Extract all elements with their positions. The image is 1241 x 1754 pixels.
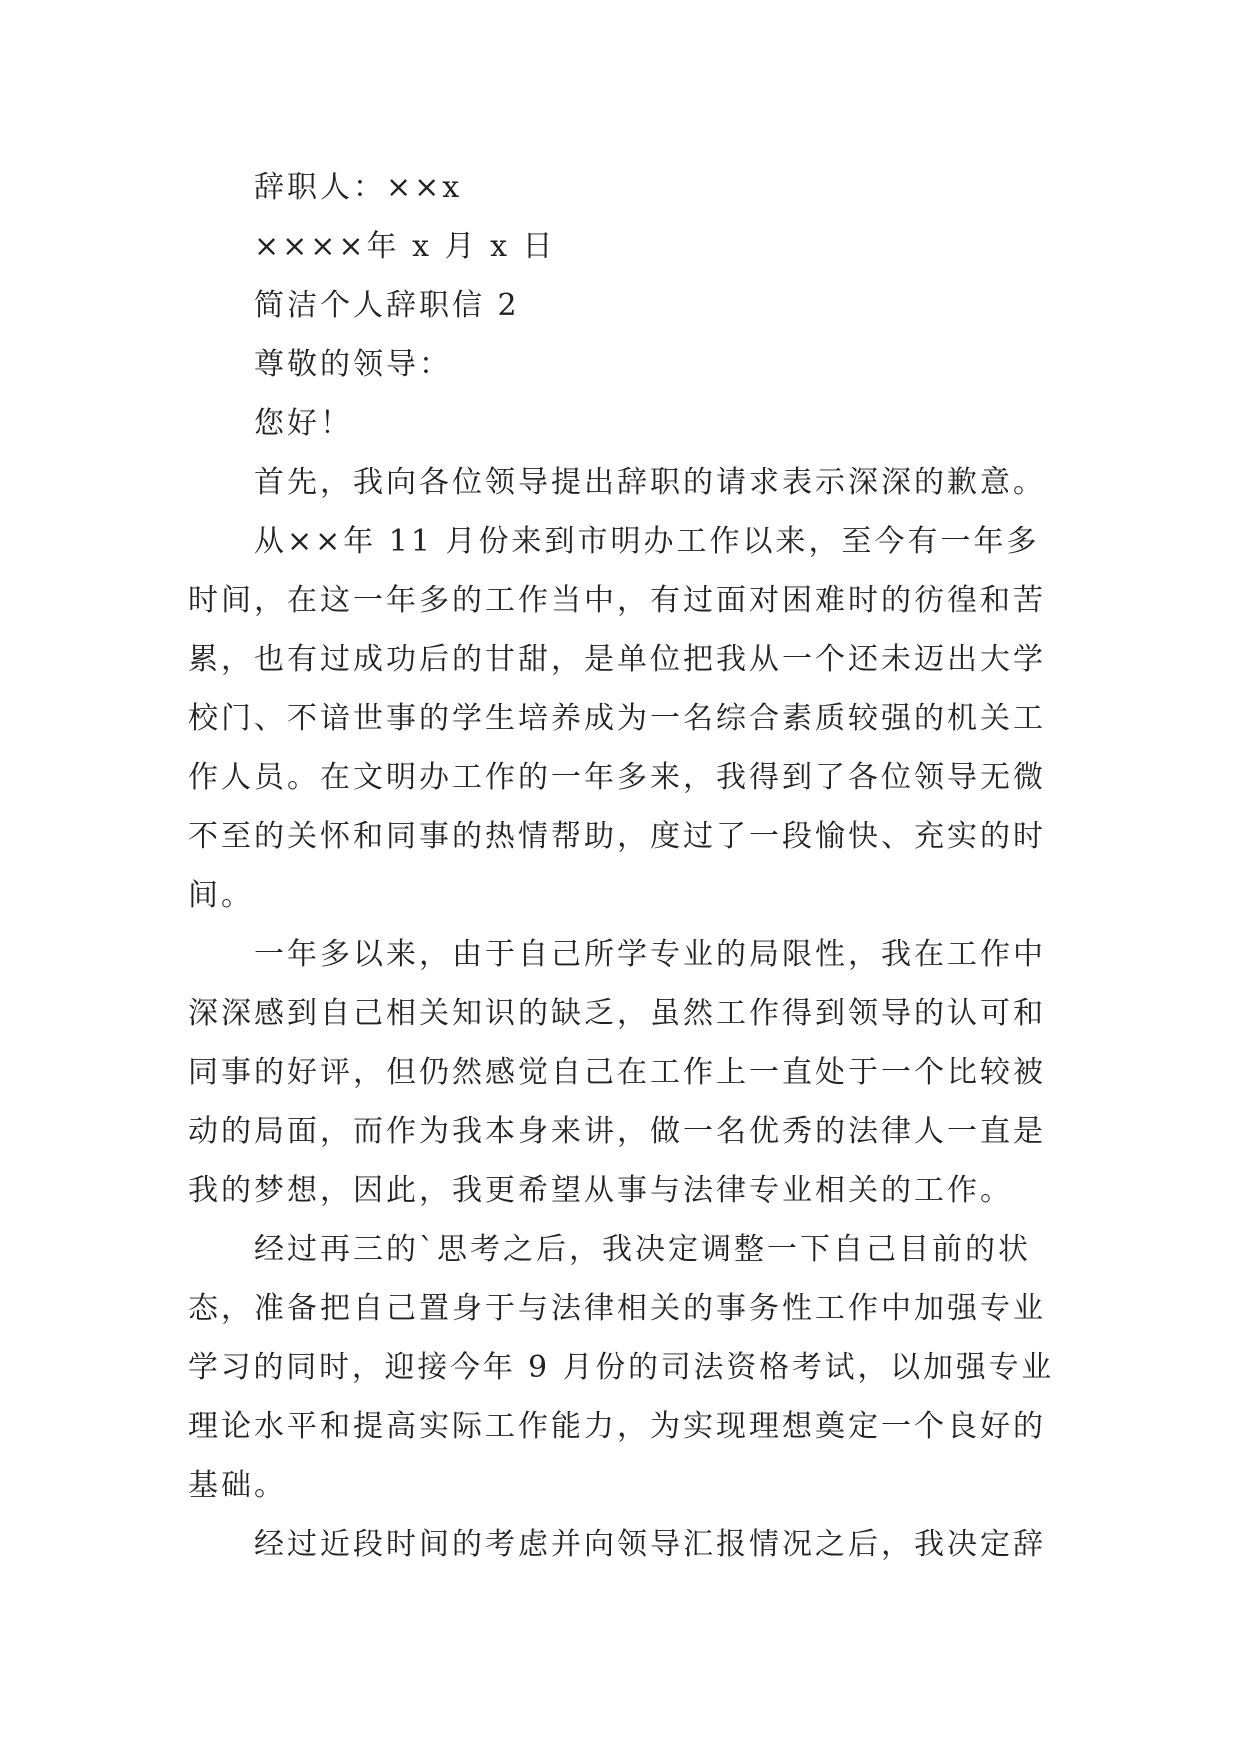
text-line: 动的局面，而作为我本身来讲，做一名优秀的法律人一直是: [188, 1114, 1046, 1149]
text-line: 我的梦想，因此，我更希望从事与法律专业相关的工作。: [188, 1173, 1013, 1208]
text-line: 间。: [188, 878, 254, 913]
text-line: 尊敬的领导：: [254, 347, 452, 382]
text-line: 学习的同时，迎接今年 9 月份的司法资格考试，以加强专业: [188, 1350, 1055, 1385]
text-line: 首先，我向各位领导提出辞职的请求表示深深的歉意。: [254, 465, 1046, 500]
text-line: 作人员。在文明办工作的一年多来，我得到了各位领导无微: [188, 760, 1046, 795]
text-line: 时间，在这一年多的工作当中，有过面对困难时的彷徨和苦: [188, 583, 1046, 618]
text-line: 同事的好评，但仍然感觉自己在工作上一直处于一个比较被: [188, 1055, 1046, 1090]
text-line: 基础。: [188, 1468, 287, 1503]
text-line: 累，也有过成功后的甘甜，是单位把我从一个还未迈出大学: [188, 642, 1046, 677]
text-line: 经过再三的`思考之后，我决定调整一下自己目前的状: [254, 1232, 1031, 1267]
text-line: 从××年 11 月份来到市明办工作以来，至今有一年多: [254, 524, 1040, 559]
text-line: 简洁个人辞职信 2: [254, 288, 520, 323]
text-line: 深深感到自己相关知识的缺乏，虽然工作得到领导的认可和: [188, 996, 1046, 1031]
text-line: 不至的关怀和同事的热情帮助，度过了一段愉快、充实的时: [188, 819, 1046, 854]
text-line: 辞职人：××x: [254, 170, 463, 205]
text-line: 经过近段时间的考虑并向领导汇报情况之后，我决定辞: [254, 1527, 1046, 1562]
text-line: 一年多以来，由于自己所学专业的局限性，我在工作中: [254, 937, 1046, 972]
text-line: 您好！: [254, 406, 353, 441]
text-line: ××××年 x 月 x 日: [254, 229, 556, 264]
text-line: 理论水平和提高实际工作能力，为实现理想奠定一个良好的: [188, 1409, 1046, 1444]
letter-body: [188, 158, 1054, 1574]
text-line: 校门、不谙世事的学生培养成为一名综合素质较强的机关工: [188, 701, 1046, 736]
text-line: 态，准备把自己置身于与法律相关的事务性工作中加强专业: [188, 1291, 1046, 1326]
